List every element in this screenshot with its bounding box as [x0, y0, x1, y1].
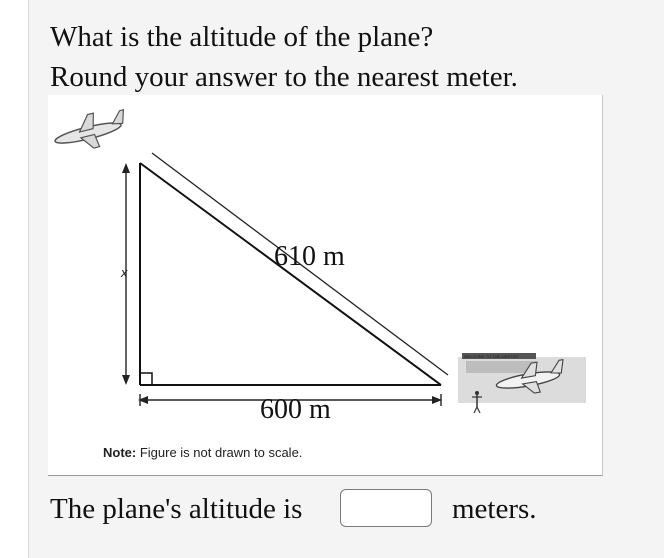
base-label: 600 m: [260, 394, 331, 425]
triangle-figure: [48, 95, 603, 476]
airplane-top-icon: [51, 106, 131, 157]
question-line-2: Round your answer to the nearest meter.: [50, 61, 518, 93]
answer-prefix: The plane's altitude is: [50, 493, 303, 525]
altitude-variable-label: x: [121, 265, 128, 280]
airport-sign-text: WELCOME TO THE AIRPORT: [464, 354, 519, 359]
hypotenuse-label: 610 m: [274, 241, 345, 272]
answer-suffix: meters.: [452, 493, 537, 525]
figure-note: [103, 445, 302, 460]
figure-note-bold: Note:: [103, 445, 137, 460]
figure-note-text: Figure is not drawn to scale.: [136, 445, 303, 460]
altitude-answer-input[interactable]: [340, 489, 432, 527]
question-line-1: What is the altitude of the plane?: [50, 21, 434, 53]
